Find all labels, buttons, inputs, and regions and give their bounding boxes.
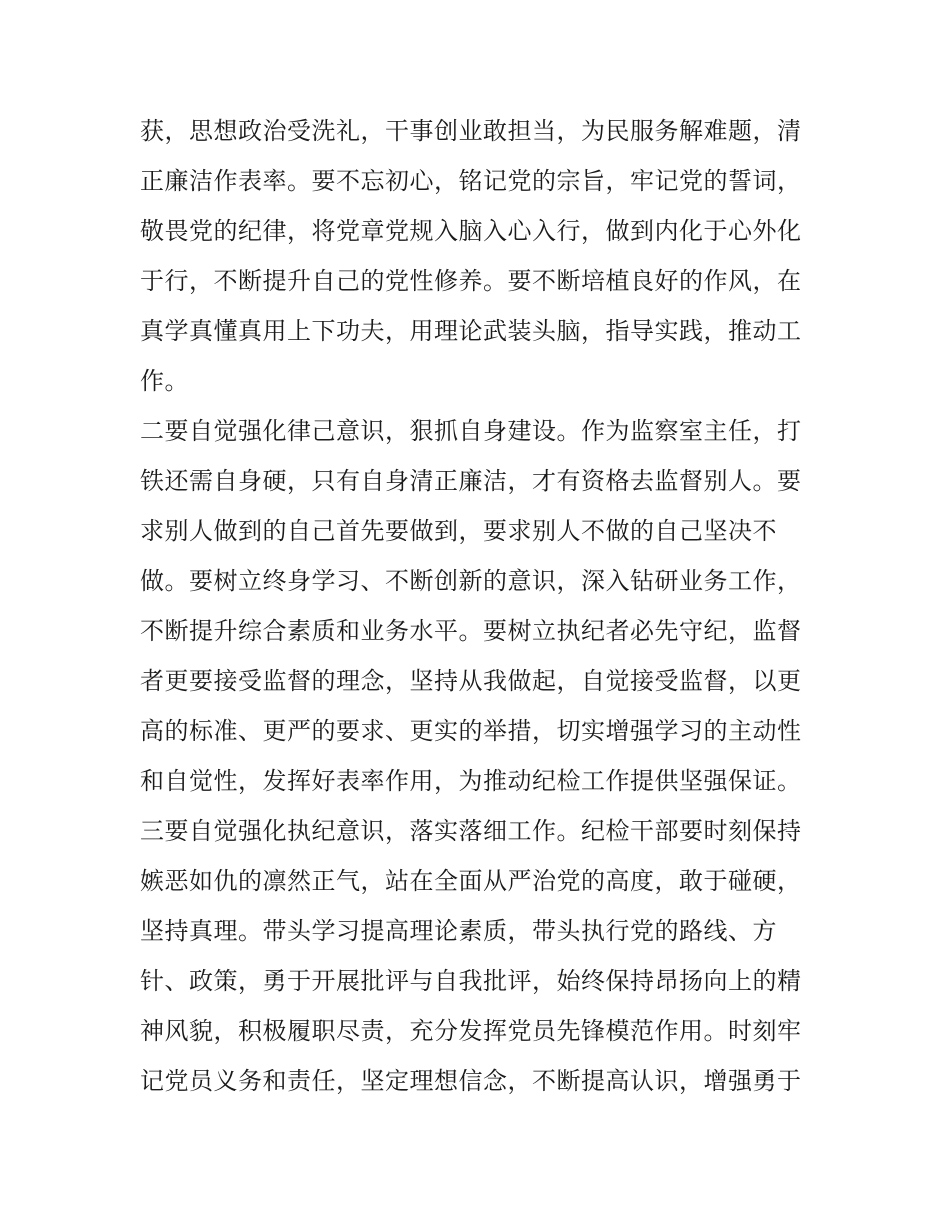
text-line-10: 做。要树立终身学习、不断创新的意识，深入钻研业务工作， [140,567,802,595]
text-line-9: 求别人做到的自己首先要做到，要求别人不做的自己坚决不 [140,517,777,545]
text-line-20: 记党员义务和责任，坚定理想信念，不断提高认识，增强勇于 [140,1067,802,1095]
text-line-18: 针、政策，勇于开展批评与自我批评，始终保持昂扬向上的精 [140,967,802,995]
text-line-16: 嫉恶如仇的凛然正气，站在全面从严治党的高度，敢于碰硬， [140,867,802,895]
text-line-1: 获，思想政治受洗礼，干事创业敢担当，为民服务解难题，清 [140,117,802,145]
text-line-13: 高的标准、更严的要求、更实的举措，切实增强学习的主动性 [140,717,802,745]
text-line-12: 者更要接受监督的理念，坚持从我做起，自觉接受监督，以更 [140,667,802,695]
text-line-7: 二要自觉强化律己意识，狠抓自身建设。作为监察室主任，打 [140,417,802,445]
text-line-2: 正廉洁作表率。要不忘初心，铭记党的宗旨，牢记党的誓词， [140,167,802,195]
text-line-3: 敬畏党的纪律，将党章党规入脑入心入行，做到内化于心外化 [140,217,802,245]
text-line-19: 神风貌，积极履职尽责，充分发挥党员先锋模范作用。时刻牢 [140,1017,802,1045]
text-line-5: 真学真懂真用上下功夫，用理论武装头脑，指导实践，推动工 [140,317,802,345]
text-line-15: 三要自觉强化执纪意识，落实落细工作。纪检干部要时刻保持 [140,817,802,845]
text-line-6: 作。 [140,367,189,395]
text-line-11: 不断提升综合素质和业务水平。要树立执纪者必先守纪，监督 [140,617,802,645]
text-line-8: 铁还需自身硬，只有自身清正廉洁，才有资格去监督别人。要 [140,467,802,495]
text-line-17: 坚持真理。带头学习提高理论素质，带头执行党的路线、方 [140,917,777,945]
text-line-14: 和自觉性，发挥好表率作用，为推动纪检工作提供坚强保证。 [140,767,802,795]
text-line-4: 于行，不断提升自己的党性修养。要不断培植良好的作风，在 [140,267,802,295]
